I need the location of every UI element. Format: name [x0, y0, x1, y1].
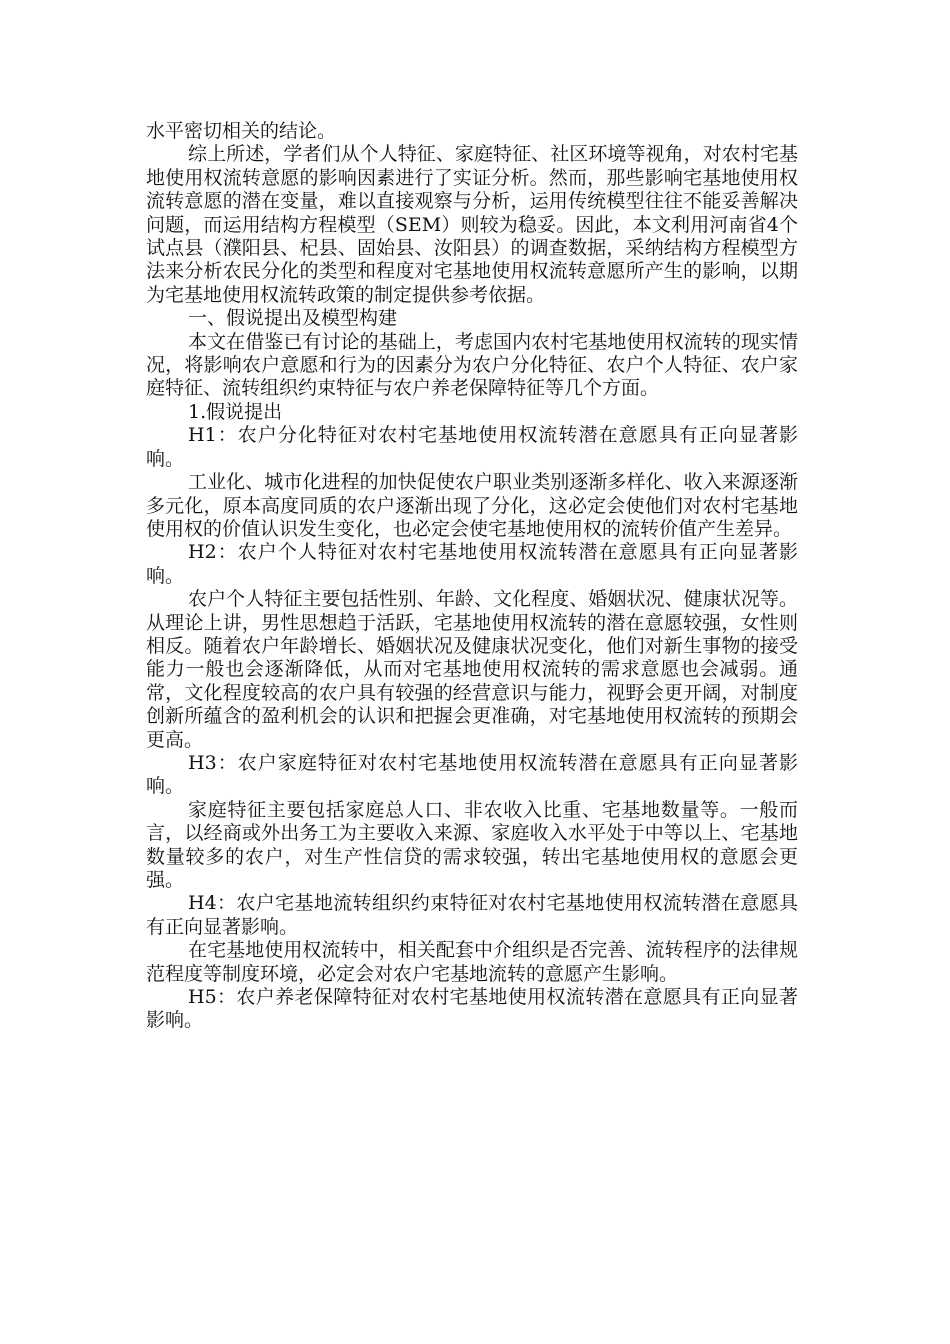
hypothesis-h4: H4：农户宅基地流转组织约束特征对农村宅基地使用权流转潜在意愿具有正向显著影响。: [146, 892, 798, 938]
hypothesis-h1: H1：农户分化特征对农村宅基地使用权流转潜在意愿具有正向显著影响。: [146, 424, 798, 470]
section-heading: 一、假说提出及模型构建: [188, 307, 398, 330]
paragraph-h4-explanation: 在宅基地使用权流转中，相关配套中介组织是否完善、流转程序的法律规范程度等制度环境，必定会对农户宅基地流转的意愿产生影响。: [146, 939, 798, 985]
paragraph-intro: 本文在借鉴已有讨论的基础上，考虑国内农村宅基地使用权流转的现实情况，将影响农户意愿和行为的因素分为农户分化特征、农户个人特征、农户家庭特征、流转组织约束特征与农户养老保障特征等几个方面。: [146, 330, 798, 400]
subsection-heading: 1.假说提出: [188, 400, 283, 423]
hypothesis-h5: H5：农户养老保障特征对农村宅基地使用权流转潜在意愿具有正向显著影响。: [146, 986, 798, 1032]
paragraph-continuation: 水平密切相关的结论。: [146, 120, 337, 142]
document-body: [146, 120, 798, 1033]
paragraph-h1-explanation: 工业化、城市化进程的加快促使农户职业类别逐渐多样化、收入来源逐渐多元化，原本高度同质的农户逐渐出现了分化，这必定会使他们对农村宅基地使用权的价值认识发生变化，也必定会使宅基地使用权的流转价值产生差异。: [146, 471, 798, 540]
paragraph-h3-explanation: 家庭特征主要包括家庭总人口、非农收入比重、宅基地数量等。一般而言，以经商或外出务工为主要收入来源、家庭收入水平处于中等以上、宅基地数量较多的农户，对生产性信贷的需求较强，转出宅基地使用权的意愿会更强。: [146, 798, 798, 891]
hypothesis-h3: H3：农户家庭特征对农村宅基地使用权流转潜在意愿具有正向显著影响。: [146, 751, 798, 798]
paragraph-h2-explanation: 农户个人特征主要包括性别、年龄、文化程度、婚姻状况、健康状况等。从理论上讲，男性思想趋于活跃，宅基地使用权流转的潜在意愿较强，女性则相反。随着农户年龄增长、婚姻状况及健康状况变化，他们对新生事物的接受能力一般也会逐渐降低，从而对宅基地使用权流转的需求意愿也会减弱。通常，文化程度较高的农户具有较强的经营意识与能力，视野会更开阔，对制度创新所蕴含的盈利机会的认识和把握会更准确，对宅基地使用权流转的预期会更高。: [146, 588, 798, 751]
hypothesis-h2: H2：农户个人特征对农村宅基地使用权流转潜在意愿具有正向显著影响。: [146, 541, 798, 587]
paragraph-summary: 综上所述，学者们从个人特征、家庭特征、社区环境等视角，对农村宅基地使用权流转意愿的影响因素进行了实证分析。然而，那些影响宅基地使用权流转意愿的潜在变量，难以直接观察与分析，运用传统模型往往不能妥善解决问题，而运用结构方程模型（SEM）则较为稳妥。因此，本文利用河南省4个试点县（濮阳县、杞县、固始县、汝阳县）的调查数据，采纳结构方程模型方法来分析农民分化的类型和程度对宅基地使用权流转意愿所产生的影响，以期为宅基地使用权流转政策的制定提供参考依据。: [146, 143, 798, 306]
